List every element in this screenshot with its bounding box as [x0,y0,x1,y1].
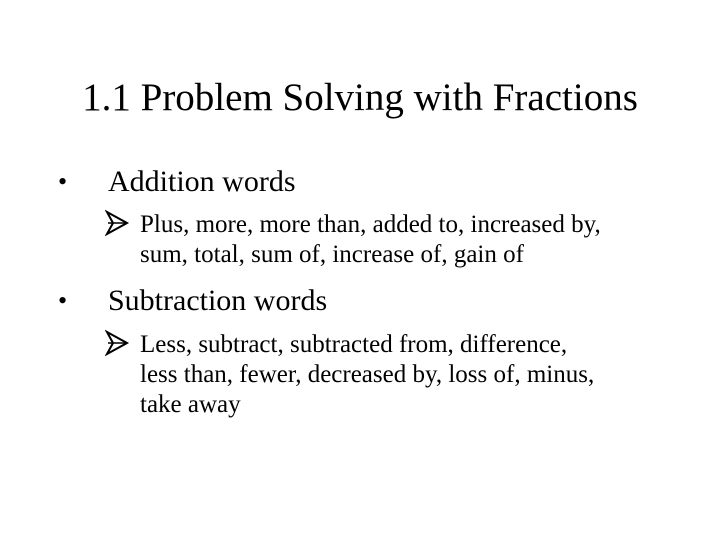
addition-detail [140,210,700,270]
bullet-addition [0,164,720,204]
subtraction-detail-line: Less, subtract, subtracted from, difference, [140,331,568,358]
subtraction-detail-line: less than, fewer, decreased by, loss of, minus, [140,361,595,388]
bullet-dot: • [58,167,68,196]
arrow-right-head-icon [104,330,130,356]
slide-title: 1.1 Problem Solving with Fractions [82,76,638,119]
subtraction-detail-line: take away [140,391,241,418]
addition-heading: Addition words [108,165,296,198]
bullet-subtraction [0,283,720,323]
subtraction-detail [140,330,700,420]
arrow-right-head-icon [104,210,130,236]
bullet-dot: • [58,286,68,315]
addition-detail-line: sum, total, sum of, increase of, gain of [140,241,524,268]
addition-detail-line: Plus, more, more than, added to, increased by, [140,211,601,238]
subtraction-heading: Subtraction words [108,284,328,317]
